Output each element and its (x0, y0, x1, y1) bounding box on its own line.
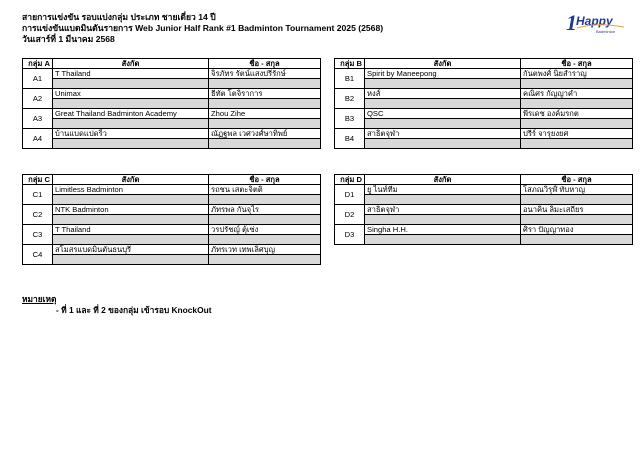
empty-cell (53, 79, 209, 89)
group-table (334, 58, 633, 149)
empty-cell (209, 99, 321, 109)
player-affiliation: Singha H.H. (365, 225, 521, 235)
table-row (23, 89, 321, 99)
group-label: กลุ่ม B (335, 59, 365, 69)
slot-key: B4 (335, 129, 365, 149)
player-name: กันตพงศ์ นิยสำราญ (521, 69, 633, 79)
empty-cell (53, 99, 209, 109)
empty-cell (53, 215, 209, 225)
group-table (334, 174, 633, 245)
header-line-3: วันเสาร์ที่ 1 มีนาคม 2568 (22, 34, 115, 44)
slot-key: A3 (23, 109, 53, 129)
slot-key: A1 (23, 69, 53, 89)
group-header-row (23, 175, 321, 185)
table-row-spacer (23, 215, 321, 225)
affiliation-header: สังกัด (365, 59, 521, 69)
player-name: พีรเดช องค์มรกต (521, 109, 633, 119)
group-header-row (335, 59, 633, 69)
group-header-row (335, 175, 633, 185)
player-name: จิรภัทร รัตน์แสงปรีรักษ์ (209, 69, 321, 79)
player-affiliation: สาธิตจุฬา (365, 205, 521, 215)
player-affiliation: หงส์ (365, 89, 521, 99)
player-name: Zhou Zihe (209, 109, 321, 119)
table-row (23, 225, 321, 235)
empty-cell (53, 235, 209, 245)
player-name: ศิรา ปัญญาทอง (521, 225, 633, 235)
happy-badminton-logo (566, 10, 628, 36)
logo-sub: Badminton (596, 29, 616, 34)
table-row (335, 205, 633, 215)
empty-cell (209, 139, 321, 149)
table-row-spacer (335, 119, 633, 129)
player-affiliation: ยู ไนท์ทีม (365, 185, 521, 195)
logo-word: Happy (576, 14, 613, 28)
table-row-spacer (23, 119, 321, 129)
empty-cell (209, 119, 321, 129)
player-affiliation: QSC (365, 109, 521, 119)
group-label: กลุ่ม A (23, 59, 53, 69)
empty-cell (521, 79, 633, 89)
player-affiliation: T Thailand (53, 69, 209, 79)
empty-cell (53, 255, 209, 265)
empty-cell (365, 195, 521, 205)
name-header: ชื่อ - สกุล (521, 175, 633, 185)
empty-cell (365, 79, 521, 89)
empty-cell (209, 235, 321, 245)
name-header: ชื่อ - สกุล (209, 59, 321, 69)
player-affiliation: สาธิตจุฬา (365, 129, 521, 139)
table-row (335, 129, 633, 139)
table-row (335, 89, 633, 99)
table-row (23, 69, 321, 79)
table-row-spacer (23, 79, 321, 89)
header-line-1: สายการแข่งขัน รอบแบ่งกลุ่ม ประเภท ชายเดี่ยว 14 ปี (22, 12, 216, 22)
player-affiliation: สโมสรแบดมินตันธนบุรี (53, 245, 209, 255)
notes-title: หมายเหตุ (22, 294, 57, 304)
header-line-2: การแข่งขันแบดมินตันรายการ Web Junior Half Rank #1 Badminton Tournament 2025 (2568) (22, 23, 384, 33)
empty-cell (53, 139, 209, 149)
player-name: ณัฏฐพล เวศวงศ์ษาทิพย์ (209, 129, 321, 139)
player-affiliation: Spirit by Maneepong (365, 69, 521, 79)
player-affiliation: NTK Badminton (53, 205, 209, 215)
slot-key: B3 (335, 109, 365, 129)
empty-cell (209, 255, 321, 265)
player-name: ภัทรเวท เทพเลิศบุญ (209, 245, 321, 255)
table-row (335, 109, 633, 119)
table-row-spacer (335, 215, 633, 225)
empty-cell (521, 139, 633, 149)
empty-cell (53, 119, 209, 129)
empty-cell (209, 195, 321, 205)
player-affiliation: Limitless Badminton (53, 185, 209, 195)
notes-section (22, 294, 212, 316)
player-name: วรปรัชญ์ ตุ้เซ่ง (209, 225, 321, 235)
slot-key: D3 (335, 225, 365, 245)
table-row (335, 225, 633, 235)
affiliation-header: สังกัด (365, 175, 521, 185)
empty-cell (365, 119, 521, 129)
slot-key: D1 (335, 185, 365, 205)
table-row (23, 245, 321, 255)
table-row-spacer (335, 195, 633, 205)
table-row (23, 185, 321, 195)
group-header-row (23, 59, 321, 69)
table-row-spacer (335, 79, 633, 89)
table-row-spacer (23, 255, 321, 265)
affiliation-header: สังกัด (53, 59, 209, 69)
table-row-spacer (23, 139, 321, 149)
notes-item: - ที่ 1 และ ที่ 2 ของกลุ่ม เข้ารอบ KnockOut (56, 305, 212, 315)
player-affiliation: Unimax (53, 89, 209, 99)
player-name: รถชน เสตะจิตติ (209, 185, 321, 195)
table-row-spacer (335, 139, 633, 149)
empty-cell (521, 195, 633, 205)
slot-key: C4 (23, 245, 53, 265)
logo-numeral: 1 (566, 10, 577, 35)
group-table (22, 58, 321, 149)
slot-key: A4 (23, 129, 53, 149)
slot-key: C2 (23, 205, 53, 225)
player-affiliation: Great Thailand Badminton Academy (53, 109, 209, 119)
table-row (335, 69, 633, 79)
empty-cell (521, 119, 633, 129)
affiliation-header: สังกัด (53, 175, 209, 185)
slot-key: B2 (335, 89, 365, 109)
empty-cell (365, 139, 521, 149)
slot-key: C1 (23, 185, 53, 205)
player-name: โสภณวิรุฬ์ ทับหาญ (521, 185, 633, 195)
empty-cell (521, 99, 633, 109)
player-affiliation: บ้านแบดแปดริ้ว (53, 129, 209, 139)
player-name: อนาคิน ลิมะเสถียร (521, 205, 633, 215)
empty-cell (365, 235, 521, 245)
table-row (335, 185, 633, 195)
slot-key: B1 (335, 69, 365, 89)
slot-key: A2 (23, 89, 53, 109)
name-header: ชื่อ - สกุล (521, 59, 633, 69)
table-row-spacer (23, 195, 321, 205)
group-label: กลุ่ม C (23, 175, 53, 185)
group-label: กลุ่ม D (335, 175, 365, 185)
player-name: ภัทรพล กันจุไร (209, 205, 321, 215)
document-header (22, 12, 383, 45)
table-row (23, 129, 321, 139)
player-name: ธีทัต โตจิราการ (209, 89, 321, 99)
empty-cell (365, 215, 521, 225)
table-row-spacer (335, 99, 633, 109)
empty-cell (521, 235, 633, 245)
table-row (23, 109, 321, 119)
table-row-spacer (23, 99, 321, 109)
empty-cell (53, 195, 209, 205)
name-header: ชื่อ - สกุล (209, 175, 321, 185)
player-name: คณิศร กัญญาคำ (521, 89, 633, 99)
player-affiliation: T Thailand (53, 225, 209, 235)
slot-key: D2 (335, 205, 365, 225)
slot-key: C3 (23, 225, 53, 245)
table-row-spacer (335, 235, 633, 245)
empty-cell (521, 215, 633, 225)
empty-cell (209, 215, 321, 225)
empty-cell (365, 99, 521, 109)
group-table (22, 174, 321, 265)
empty-cell (209, 79, 321, 89)
player-name: ปรีร์ จารุยงยศ (521, 129, 633, 139)
table-row-spacer (23, 235, 321, 245)
table-row (23, 205, 321, 215)
